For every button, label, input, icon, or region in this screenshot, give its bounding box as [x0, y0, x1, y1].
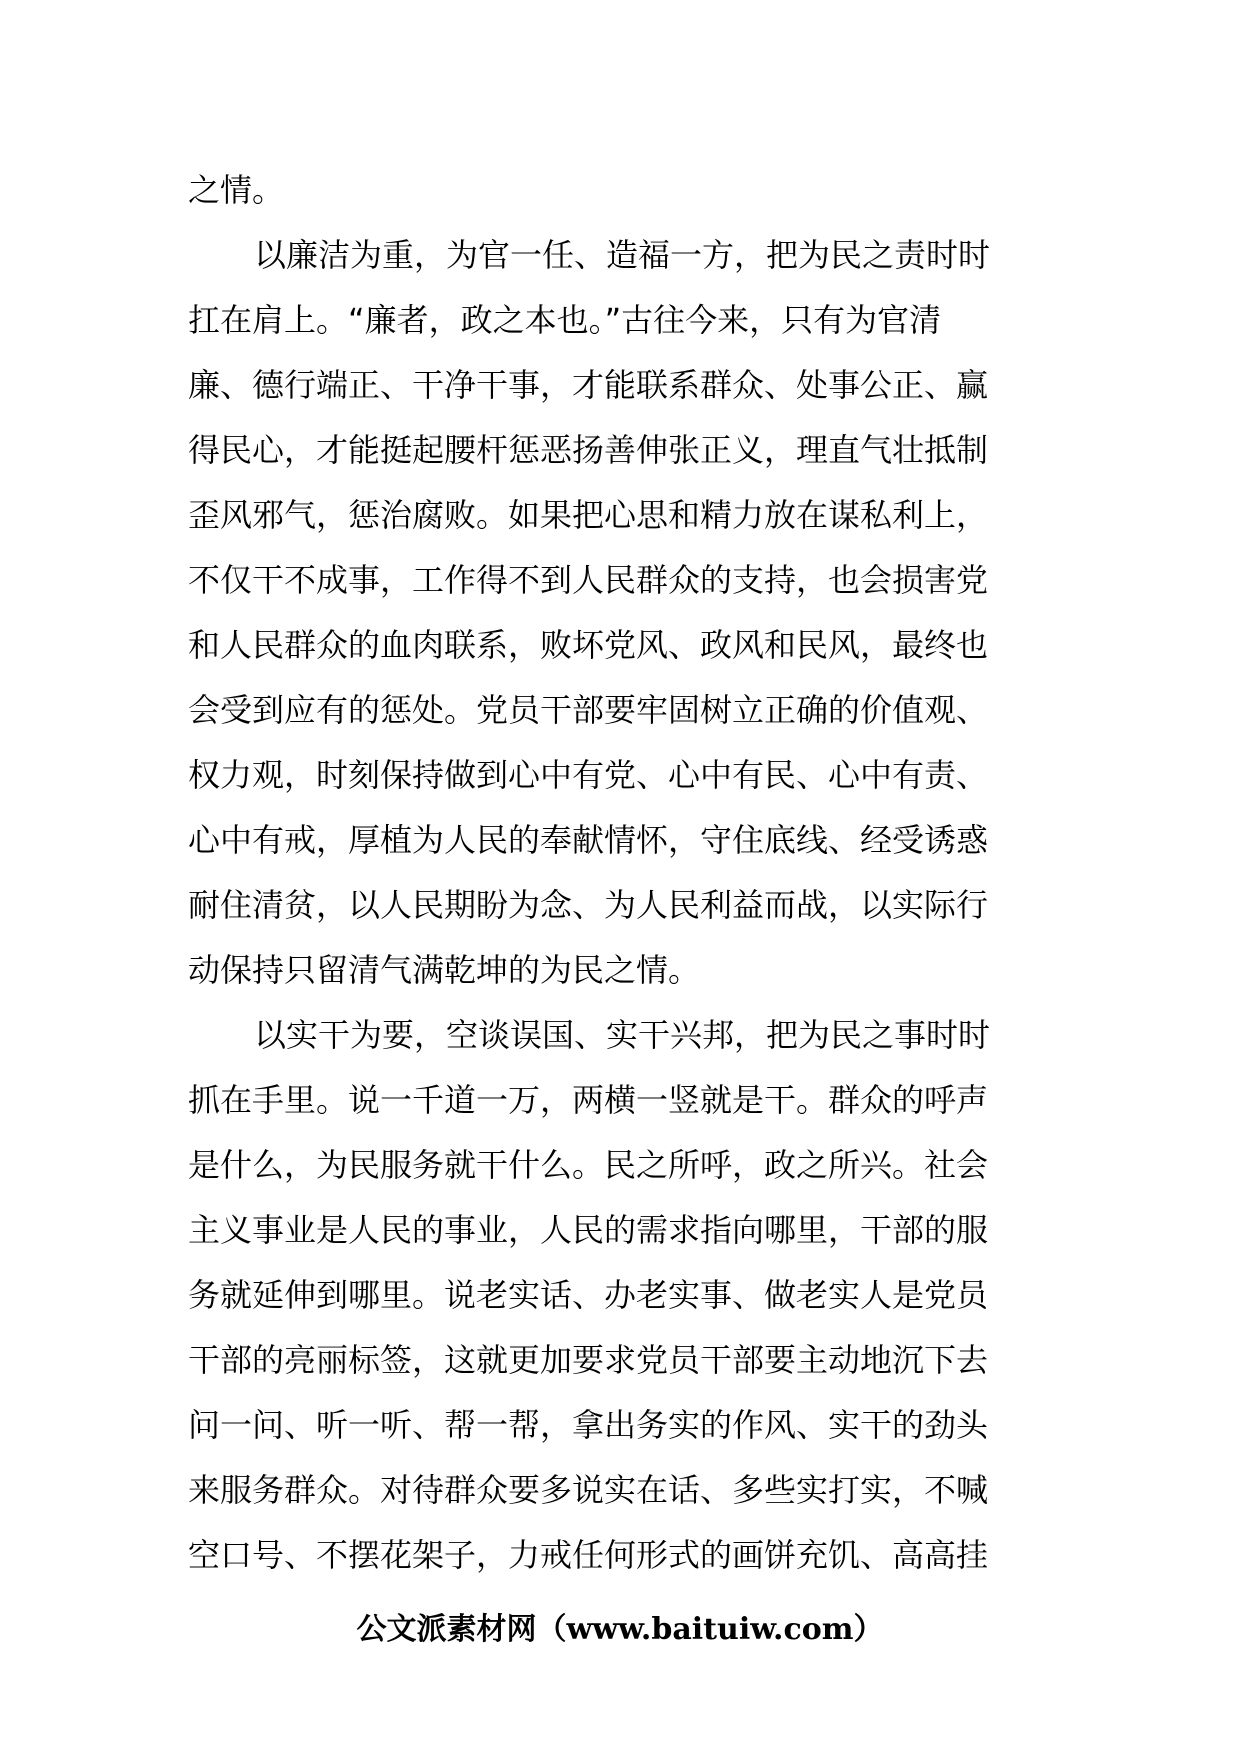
text-line: 廉、德行端正、干净干事，才能联系群众、处事公正、赢 — [188, 366, 989, 404]
text-line: 动保持只留清气满乾坤的为民之情。 — [188, 951, 701, 989]
text-line: 抓在手里。说一千道一万，两横一竖就是干。群众的呼声 — [188, 1081, 989, 1119]
text-line: 扛在肩上。“廉者，政之本也。”古往今来，只有为官清 — [188, 301, 942, 339]
text-line: 主义事业是人民的事业，人民的需求指向哪里，干部的服 — [188, 1211, 989, 1249]
text-line: 心中有戒，厚植为人民的奉献情怀，守住底线、经受诱惑 — [188, 821, 989, 859]
text-line: 是什么，为民服务就干什么。民之所呼，政之所兴。社会 — [188, 1146, 989, 1184]
text-line: 权力观，时刻保持做到心中有党、心中有民、心中有责、 — [188, 756, 989, 794]
text-line: 空口号、不摆花架子，力戒任何形式的画饼充饥、高高挂 — [188, 1536, 989, 1574]
text-line: 干部的亮丽标签，这就更加要求党员干部要主动地沉下去 — [188, 1341, 989, 1379]
text-line: 会受到应有的惩处。党员干部要牢固树立正确的价值观、 — [188, 691, 989, 729]
text-line: 务就延伸到哪里。说老实话、办老实事、做老实人是党员 — [188, 1276, 989, 1314]
text-line: 歪风邪气，惩治腐败。如果把心思和精力放在谋私利上， — [188, 496, 989, 534]
text-line: 不仅干不成事，工作得不到人民群众的支持，也会损害党 — [188, 561, 989, 599]
text-line: 来服务群众。对待群众要多说实在话、多些实打实，不喊 — [188, 1471, 989, 1509]
page-footer-source: 公文派素材网（www.baituiw.com） — [356, 1612, 884, 1647]
paragraph-first-line: 以实干为要，空谈误国、实干兴邦，把为民之事时时 — [254, 1016, 991, 1054]
text-line: 和人民群众的血肉联系，败坏党风、政风和民风，最终也 — [188, 626, 989, 664]
text-line: 问一问、听一听、帮一帮，拿出务实的作风、实干的劲头 — [188, 1406, 989, 1444]
text-line: 耐住清贫，以人民期盼为念、为人民利益而战，以实际行 — [188, 886, 989, 924]
paragraph-first-line: 以廉洁为重，为官一任、造福一方，把为民之责时时 — [254, 236, 991, 274]
document-body — [188, 158, 1060, 1588]
text-line: 之情。 — [188, 171, 285, 209]
text-line: 得民心，才能挺起腰杆惩恶扬善伸张正义，理直气壮抵制 — [188, 431, 989, 469]
